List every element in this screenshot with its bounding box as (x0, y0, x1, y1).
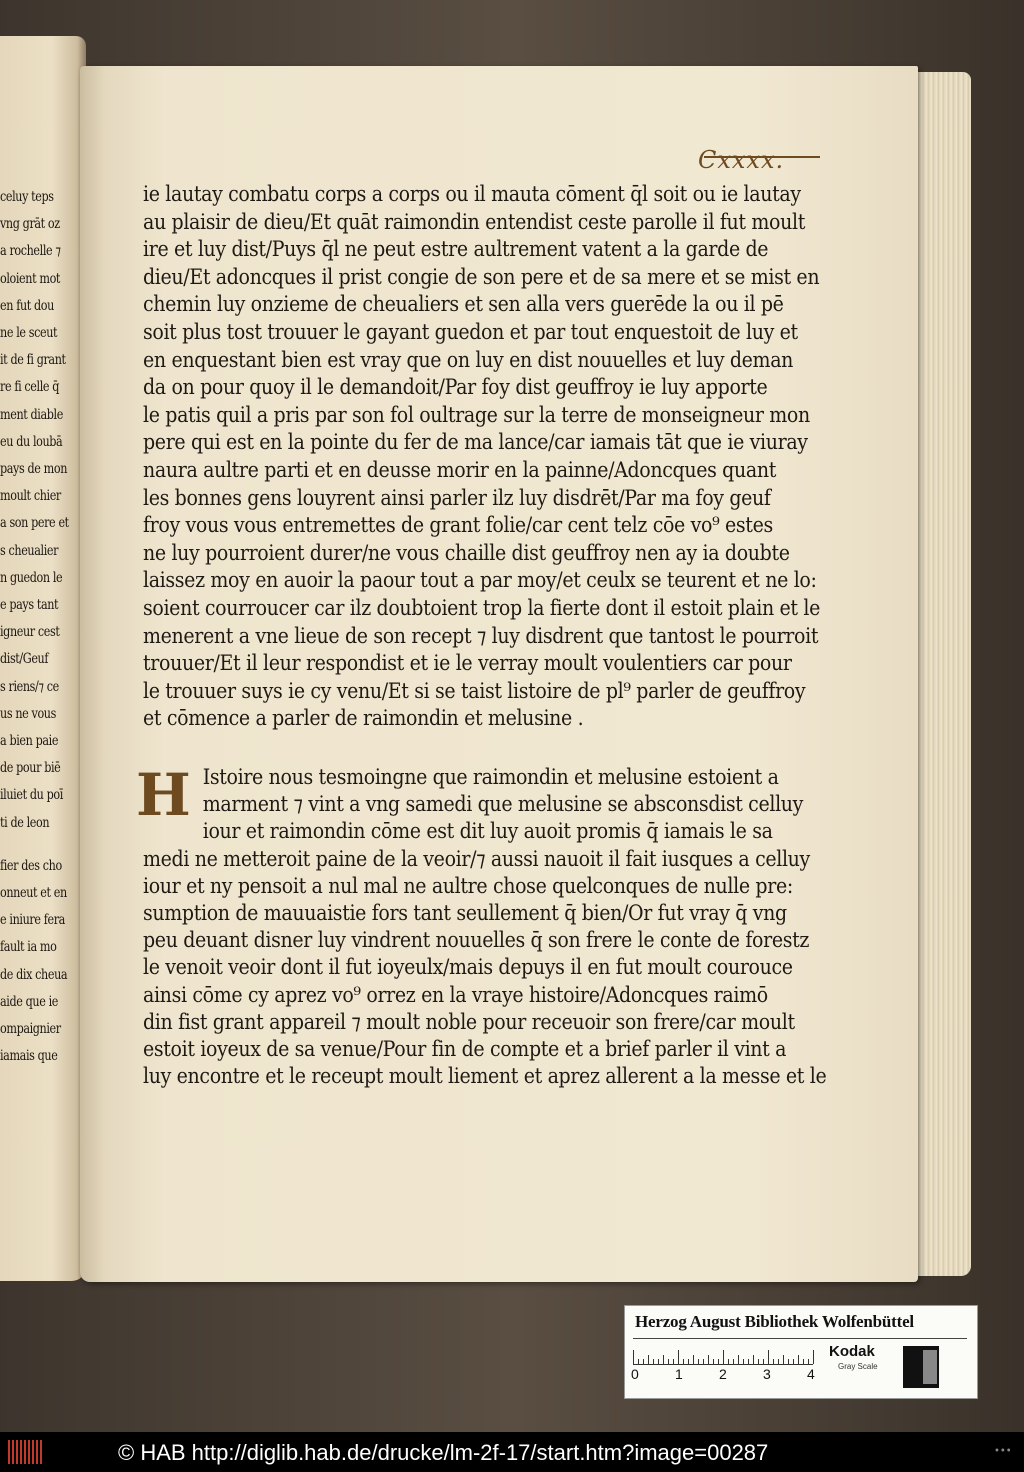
ruler-tick (768, 1350, 769, 1364)
ruler-tick (693, 1355, 694, 1364)
left-text-line: en fut dou (0, 297, 54, 314)
ruler-tick (718, 1359, 719, 1364)
text-line: le patis quil a pris par son fol oultrage sur la terre de monseigneur mon (143, 402, 810, 427)
left-text-line: de dix cheua (0, 966, 68, 983)
left-text-line: a son pere et (0, 515, 69, 532)
text-line: trouuer/Et il leur respondist et ie le verray moult voulentiers car pour (143, 651, 792, 676)
text-line: chemin luy onzieme de cheualiers et sen alla vers guerēde la ou il pē (143, 292, 784, 317)
ruler-tick (788, 1359, 789, 1364)
text-line: ne luy pourroient durer/ne vous chaille dist geuffroy nen ay ia doubte (143, 540, 790, 565)
left-text-line: e pays tant (0, 597, 59, 614)
text-line: din fist grant appareil ⁊ moult noble pour receuoir son frere/car moult (143, 1009, 795, 1034)
left-text-line: n guedon le (0, 569, 63, 586)
scale-number: 1 (675, 1366, 683, 1382)
text-line: da on pour quoy il le demandoit/Par foy dist geuffroy ie luy apporte (143, 375, 768, 400)
ruler-tick (638, 1359, 639, 1364)
scale-ruler (633, 1346, 813, 1365)
ruler-tick (763, 1359, 764, 1364)
ruler-tick (733, 1359, 734, 1364)
left-text-line: celuy teps (0, 189, 54, 205)
footer-bar (0, 1432, 1024, 1472)
ruler-tick (743, 1359, 744, 1364)
left-text-line: iluiet du poī (0, 787, 63, 804)
scale-number: 2 (719, 1366, 727, 1382)
folio-number: Cxxxx. (698, 146, 785, 174)
ruler-tick (738, 1355, 739, 1364)
text-line: soient courroucer car ilz doubtoient trop la fierte dont il estoit plain et le (143, 595, 820, 620)
text-line: dieu/Et adoncques il prist congie de son pere et de sa mere et se mist en (143, 264, 820, 289)
divider (633, 1338, 967, 1339)
paragraph-2 (136, 761, 827, 1090)
left-text-line: a rochelle ⁊ (0, 243, 61, 260)
ruler-tick (648, 1355, 649, 1364)
left-text-line: de pour biē (0, 760, 61, 777)
ruler-tick (798, 1355, 799, 1364)
left-text-line: e iniure fera (0, 912, 65, 929)
text-line: froy vous vous entremettes de grant folie/car cent telz cōe vo⁹ estes (143, 513, 773, 538)
left-text-line: ompaignier (0, 1021, 61, 1038)
text-line: le trouuer suys ie cy venu/Et si se taist listoire de pl⁹ parler de geuffroy (143, 678, 806, 703)
ruler-tick (673, 1359, 674, 1364)
left-text-line: fier des cho (0, 857, 62, 874)
hab-logo-icon (8, 1440, 42, 1464)
library-name: Herzog August Bibliothek Wolfenbüttel (635, 1312, 914, 1331)
ruler-tick (688, 1359, 689, 1364)
left-text-line: pays de mon (0, 461, 68, 478)
text-line: luy encontre et le receupt moult liement et aprez allerent a la messe et le (143, 1064, 827, 1089)
text-line: et cōmence a parler de raimondin et melusine . (143, 706, 584, 731)
text-line: sumption de mauuaistie fors tant seullement q̄ bien/Or fut vray q̄ vng (143, 901, 787, 926)
paragraph-1 (143, 181, 820, 733)
left-text-line: onneut et en (0, 885, 67, 902)
text-line: laissez moy en auoir la paour tout a par moy/et ceulx se teurent et ne lo: (143, 568, 817, 593)
left-text-line: re fi celle q̄ (0, 379, 60, 396)
left-text-line: moult chier (0, 488, 61, 505)
text-line: ire et luy dist/Puys q̄l ne peut estre aultrement vatent a la garde de (143, 237, 769, 262)
left-page-text (0, 184, 86, 1071)
ruler-tick (723, 1350, 724, 1364)
text-line: en enquestant bien est vray que on luy en dist nouuelles et luy deman (143, 347, 794, 372)
text-line: estoit ioyeux de sa venue/Pour fin de compte et a brief parler il vint a (143, 1037, 787, 1062)
ruler-tick (773, 1359, 774, 1364)
ruler-tick (683, 1359, 684, 1364)
text-line: marment ⁊ vint a vng samedi que melusine se absconsdist celluy (202, 792, 804, 817)
ruler-tick (748, 1359, 749, 1364)
left-text-line: vng grāt oz (0, 216, 60, 233)
ruler-tick (643, 1359, 644, 1364)
text-line: pere qui est en la pointe du fer de ma lance/car iamais tāt que ie viuray (143, 430, 808, 455)
left-text-line: ne le sceut (0, 325, 58, 342)
ruler-tick (803, 1359, 804, 1364)
gray-swatch-mid (923, 1350, 937, 1384)
kodak-logo: Kodak (829, 1343, 875, 1360)
ruler-tick (758, 1359, 759, 1364)
more-icon[interactable]: ••• (994, 1446, 1012, 1457)
left-text-line: ti de leon (0, 814, 50, 831)
text-line: ainsi cōme cy aprez vo⁹ orrez en la vraye histoire/Adoncques raimō (143, 982, 768, 1007)
left-text-line: oloient mot (0, 270, 61, 287)
ruler-tick (633, 1350, 634, 1364)
ruler-tick (678, 1350, 679, 1364)
left-text-line: s cheualier (0, 542, 59, 559)
left-text-line: dist/Geuf (0, 651, 49, 668)
left-text-line: fault ia mo (0, 939, 57, 956)
ruler-tick (813, 1350, 814, 1364)
text-line: iour et ny pensoit a nul mal ne aultre chose quelconques de nulle pre: (143, 873, 793, 898)
ruler-tick (783, 1355, 784, 1364)
ruler-tick (778, 1359, 779, 1364)
text-line: Istoire nous tesmoingne que raimondin et melusine estoient a (202, 765, 779, 789)
ruler-tick (668, 1359, 669, 1364)
left-text-line: s riens/⁊ ce (0, 678, 59, 695)
ruler-tick (753, 1355, 754, 1364)
text-line: ie lautay combatu corps a corps ou il mauta cōment q̄l soit ou ie lautay (143, 182, 801, 206)
left-text-line: eu du loubā (0, 433, 63, 450)
ruler-tick (663, 1355, 664, 1364)
left-text-line: ment diable (0, 406, 63, 423)
ruler-tick (808, 1359, 809, 1364)
ruler-tick (658, 1359, 659, 1364)
text-line: le venoit veoir dont il fut ioyeulx/mais depuys il en fut moult courouce (143, 955, 793, 980)
color-target-card (624, 1305, 978, 1399)
left-page-fragment (0, 36, 86, 1281)
text-line: iour et raimondin cōme est dit luy auoit promis q̄ iamais le sa (202, 819, 773, 844)
scale-number: 0 (631, 1366, 639, 1382)
left-text-line: a bien paie (0, 733, 59, 750)
ruler-tick (653, 1359, 654, 1364)
left-text-line: aide que ie (0, 993, 58, 1010)
ruler-tick (698, 1359, 699, 1364)
text-line: au plaisir de dieu/Et quāt raimondin entendist ceste parolle il fut moult (143, 209, 805, 234)
left-text-line: igneur cest (0, 624, 60, 641)
left-text-line: iamais que (0, 1048, 58, 1065)
copyright-link[interactable]: © HAB http://diglib.hab.de/drucke/lm-2f-17/start.htm?image=00287 (118, 1440, 769, 1465)
ruler-tick (703, 1359, 704, 1364)
left-text-line: us ne vous (0, 705, 56, 722)
ruler-tick (793, 1359, 794, 1364)
text-line: menerent a vne lieue de son recept ⁊ luy disdrent que tantost le pourroit (143, 623, 819, 648)
text-line: soit plus tost trouuer le gayant guedon et par tout enquestoit de luy et (143, 319, 798, 344)
ruler-tick (713, 1359, 714, 1364)
text-line: peu deuant disner luy vindrent nouuelles q̄ son frere le conte de forestz (143, 928, 810, 953)
drop-capital: H (136, 761, 191, 829)
text-line: les bonnes gens louyrent ainsi parler ilz luy disdrēt/Par ma foy geuf (143, 485, 771, 510)
scale-number: 3 (763, 1366, 771, 1382)
text-line: naura aultre parti et en deusse morir en la painne/Adoncques quant (143, 457, 776, 482)
scale-number: 4 (807, 1366, 815, 1382)
text-line: medi ne metteroit paine de la veoir/⁊ aussi nauoit il fait iusques a celluy (143, 846, 810, 871)
ruler-tick (728, 1359, 729, 1364)
gray-scale-label: Gray Scale (838, 1362, 878, 1371)
ruler-tick (708, 1355, 709, 1364)
left-text-line: it de fi grant (0, 352, 66, 369)
